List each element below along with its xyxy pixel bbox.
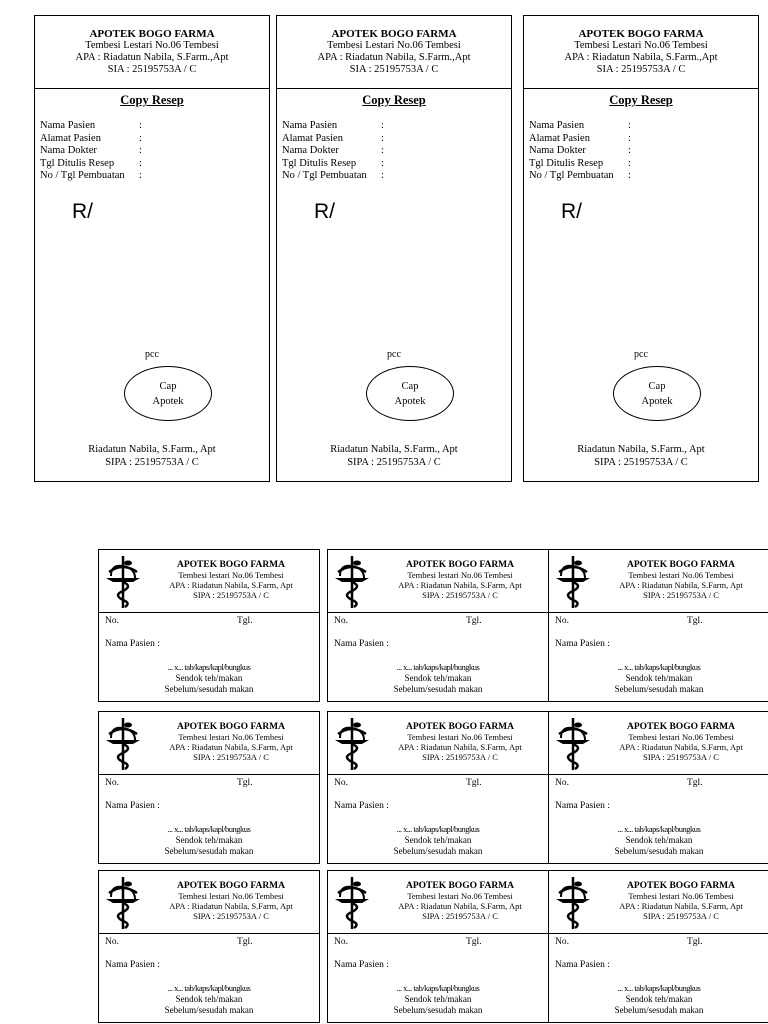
dosage-line: ... x... tab/kaps/kapl/bungkus (396, 983, 480, 993)
tgl-label: Tgl. (466, 937, 482, 947)
cap-line: Apotek (394, 395, 426, 407)
dosage-instructions (99, 824, 319, 857)
etiket-header-text (145, 560, 317, 600)
apotek-name: APOTEK BOGO FARMA (331, 28, 457, 40)
signer-name: Riadatun Nabila, S.Farm., Apt (88, 444, 216, 455)
apotek-apa: APA : Riadatun Nabila, S.Farm, Apt (619, 901, 743, 911)
dosage-instructions (328, 983, 548, 1016)
field-row (529, 132, 631, 146)
apotek-address: Tembesi lestari No.06 Tembesi (628, 570, 734, 580)
dosage-line: Sebelum/sesudah makan (614, 846, 704, 856)
apotek-address: Tembesi lestari No.06 Tembesi (178, 570, 284, 580)
etiket-header-text (145, 722, 317, 762)
tgl-label: Tgl. (687, 778, 703, 788)
field-colon: : (139, 157, 142, 169)
apotek-apa: APA : Riadatun Nabila, S.Farm, Apt (619, 742, 743, 752)
apotek-sipa: SIPA : 25195753A / C (422, 752, 498, 762)
apotek-address: Tembesi Lestari No.06 Tembesi (85, 40, 219, 51)
resep-title: Copy Resep (120, 93, 184, 107)
etiket-label (548, 870, 768, 1023)
no-label: No. (105, 778, 119, 788)
apotek-address: Tembesi lestari No.06 Tembesi (407, 570, 513, 580)
apotek-sipa: SIPA : 25195753A / C (193, 911, 269, 921)
caduceus-icon (553, 875, 593, 931)
apotek-name: APOTEK BOGO FARMA (626, 881, 736, 891)
rx-symbol: R/ (314, 200, 335, 223)
etiket-header-text (145, 881, 317, 921)
field-colon: : (628, 157, 631, 169)
dosage-line: Sendok teh/makan (175, 673, 243, 683)
apotek-address: Tembesi lestari No.06 Tembesi (407, 891, 513, 901)
field-colon: : (628, 132, 631, 144)
field-label: Nama Dokter (529, 145, 586, 156)
field-row (40, 132, 142, 146)
apotek-address: Tembesi lestari No.06 Tembesi (628, 891, 734, 901)
dosage-instructions (549, 662, 768, 695)
etiket-label (327, 549, 549, 702)
pcc-label: pcc (387, 349, 401, 360)
dosage-instructions (328, 662, 548, 695)
apotek-apa: APA : Riadatun Nabila, S.Farm, Apt (169, 901, 293, 911)
field-row (282, 170, 384, 183)
dosage-line: Sendok teh/makan (625, 673, 693, 683)
signer-name: Riadatun Nabila, S.Farm., Apt (330, 444, 458, 455)
field-row (282, 132, 384, 146)
field-row (529, 120, 631, 133)
apotek-name: APOTEK BOGO FARMA (405, 881, 515, 891)
pcc-label: pcc (145, 349, 159, 360)
signer-name: Riadatun Nabila, S.Farm., Apt (577, 444, 705, 455)
caduceus-icon (553, 716, 593, 772)
nama-pasien-label: Nama Pasien : (555, 960, 610, 970)
apotek-name: APOTEK BOGO FARMA (176, 881, 286, 891)
dosage-line: ... x... tab/kaps/kapl/bungkus (167, 983, 251, 993)
apotek-apa: APA : Riadatun Nabila, S.Farm.,Apt (564, 52, 718, 63)
no-label: No. (105, 616, 119, 626)
cap-line: Apotek (641, 395, 673, 407)
dosage-line: Sebelum/sesudah makan (164, 846, 254, 856)
etiket-header (549, 871, 768, 934)
etiket-header-text (595, 722, 767, 762)
caduceus-icon (103, 875, 143, 931)
apotek-apa: APA : Riadatun Nabila, S.Farm, Apt (398, 580, 522, 590)
dosage-line: ... x... tab/kaps/kapl/bungkus (617, 662, 701, 672)
signer-sipa: SIPA : 25195753A / C (594, 457, 688, 468)
apotek-name: APOTEK BOGO FARMA (626, 722, 736, 732)
nama-pasien-label: Nama Pasien : (105, 639, 160, 649)
tgl-label: Tgl. (466, 778, 482, 788)
tgl-label: Tgl. (237, 616, 253, 626)
apotek-address: Tembesi lestari No.06 Tembesi (178, 891, 284, 901)
dosage-instructions (99, 662, 319, 695)
etiket-header (549, 550, 768, 613)
no-label: No. (334, 778, 348, 788)
dosage-line: ... x... tab/kaps/kapl/bungkus (396, 662, 480, 672)
tgl-label: Tgl. (466, 616, 482, 626)
etiket-header (549, 712, 768, 775)
copy-resep-card (276, 15, 512, 482)
etiket-header-text (374, 722, 546, 762)
dosage-instructions (549, 824, 768, 857)
no-label: No. (555, 616, 569, 626)
field-label: Tgl Ditulis Resep (529, 157, 604, 169)
dosage-line: Sebelum/sesudah makan (393, 684, 483, 694)
apotek-apa: APA : Riadatun Nabila, S.Farm, Apt (398, 742, 522, 752)
field-label: Alamat Pasien (529, 132, 590, 144)
apotek-apa: APA : Riadatun Nabila, S.Farm.,Apt (317, 52, 471, 63)
resep-fields (529, 120, 631, 183)
dosage-line: Sendok teh/makan (175, 835, 243, 845)
cap-apotek-stamp (124, 366, 212, 421)
apotek-address: Tembesi lestari No.06 Tembesi (178, 732, 284, 742)
resep-header (524, 16, 758, 89)
etiket-label (98, 711, 320, 864)
dosage-instructions (328, 824, 548, 857)
apotek-name: APOTEK BOGO FARMA (176, 722, 286, 732)
cap-line: Cap (401, 380, 419, 392)
caduceus-icon (332, 554, 372, 610)
tgl-label: Tgl. (687, 616, 703, 626)
etiket-header-text (374, 881, 546, 921)
nama-pasien-label: Nama Pasien : (334, 801, 389, 811)
field-row (40, 145, 142, 158)
field-label: No / Tgl Pembuatan (529, 170, 614, 181)
dosage-line: Sebelum/sesudah makan (164, 684, 254, 694)
field-label: Nama Dokter (40, 145, 97, 156)
apotek-address: Tembesi Lestari No.06 Tembesi (574, 40, 708, 51)
apotek-name: APOTEK BOGO FARMA (626, 560, 736, 570)
field-colon: : (381, 132, 384, 144)
field-label: Nama Pasien (40, 120, 96, 131)
resep-fields (40, 120, 142, 183)
resep-title: Copy Resep (362, 93, 426, 107)
dosage-line: Sebelum/sesudah makan (164, 1005, 254, 1015)
tgl-label: Tgl. (687, 937, 703, 947)
field-colon: : (381, 157, 384, 169)
apotek-sipa: SIPA : 25195753A / C (643, 752, 719, 762)
pcc-label: pcc (634, 349, 648, 360)
etiket-header (328, 871, 548, 934)
apotek-sipa: SIPA : 25195753A / C (193, 752, 269, 762)
apotek-apa: APA : Riadatun Nabila, S.Farm, Apt (619, 580, 743, 590)
dosage-instructions (549, 983, 768, 1016)
nama-pasien-label: Nama Pasien : (555, 801, 610, 811)
cap-line: Apotek (152, 395, 184, 407)
field-label: Nama Dokter (282, 145, 339, 156)
field-colon: : (628, 170, 631, 181)
field-row (40, 170, 142, 183)
etiket-header-text (374, 560, 546, 600)
cap-apotek-stamp (613, 366, 701, 421)
field-label: Alamat Pasien (40, 132, 101, 144)
dosage-line: Sebelum/sesudah makan (393, 1005, 483, 1015)
apotek-name: APOTEK BOGO FARMA (89, 28, 215, 40)
copy-resep-card (523, 15, 759, 482)
apotek-name: APOTEK BOGO FARMA (176, 560, 286, 570)
apotek-sipa: SIPA : 25195753A / C (193, 590, 269, 600)
rx-symbol: R/ (561, 200, 582, 223)
dosage-line: ... x... tab/kaps/kapl/bungkus (167, 662, 251, 672)
cap-apotek-stamp (366, 366, 454, 421)
etiket-header (99, 871, 319, 934)
tgl-label: Tgl. (237, 778, 253, 788)
apotek-apa: APA : Riadatun Nabila, S.Farm.,Apt (75, 52, 229, 63)
apotek-apa: APA : Riadatun Nabila, S.Farm, Apt (398, 901, 522, 911)
signer-sipa: SIPA : 25195753A / C (347, 457, 441, 468)
no-label: No. (334, 616, 348, 626)
etiket-label (548, 549, 768, 702)
etiket-header (99, 712, 319, 775)
nama-pasien-label: Nama Pasien : (334, 639, 389, 649)
etiket-label (327, 870, 549, 1023)
field-label: No / Tgl Pembuatan (282, 170, 367, 181)
apotek-apa: APA : Riadatun Nabila, S.Farm, Apt (169, 742, 293, 752)
etiket-label (98, 870, 320, 1023)
apotek-sia: SIA : 25195753A / C (107, 64, 197, 75)
dosage-line: Sendok teh/makan (404, 835, 472, 845)
apotek-sia: SIA : 25195753A / C (596, 64, 686, 75)
dosage-line: Sebelum/sesudah makan (393, 846, 483, 856)
field-row (529, 170, 631, 183)
field-colon: : (381, 145, 384, 156)
etiket-header-text (595, 881, 767, 921)
field-label: Tgl Ditulis Resep (40, 157, 115, 169)
field-label: Nama Pasien (529, 120, 585, 131)
dosage-line: ... x... tab/kaps/kapl/bungkus (396, 824, 480, 834)
field-label: Alamat Pasien (282, 132, 343, 144)
field-row (529, 157, 631, 171)
no-label: No. (334, 937, 348, 947)
field-colon: : (139, 120, 142, 131)
field-colon: : (139, 132, 142, 144)
dosage-line: Sebelum/sesudah makan (614, 684, 704, 694)
apotek-address: Tembesi lestari No.06 Tembesi (628, 732, 734, 742)
apotek-sipa: SIPA : 25195753A / C (422, 911, 498, 921)
caduceus-icon (103, 716, 143, 772)
etiket-label (98, 549, 320, 702)
apotek-apa: APA : Riadatun Nabila, S.Farm, Apt (169, 580, 293, 590)
no-label: No. (555, 937, 569, 947)
etiket-header (328, 712, 548, 775)
field-label: Nama Pasien (282, 120, 338, 131)
caduceus-icon (332, 716, 372, 772)
field-label: No / Tgl Pembuatan (40, 170, 125, 181)
signature-block (35, 443, 269, 469)
etiket-header (328, 550, 548, 613)
dosage-line: Sendok teh/makan (625, 994, 693, 1004)
field-row (529, 145, 631, 158)
field-colon: : (381, 170, 384, 181)
etiket-label (327, 711, 549, 864)
caduceus-icon (103, 554, 143, 610)
dosage-line: ... x... tab/kaps/kapl/bungkus (617, 983, 701, 993)
apotek-name: APOTEK BOGO FARMA (578, 28, 704, 40)
resep-fields (282, 120, 384, 183)
field-colon: : (139, 145, 142, 156)
dosage-line: Sendok teh/makan (404, 994, 472, 1004)
cap-line: Cap (159, 380, 177, 392)
copy-resep-card (34, 15, 270, 482)
etiket-header (99, 550, 319, 613)
field-row (40, 120, 142, 133)
apotek-sipa: SIPA : 25195753A / C (643, 590, 719, 600)
etiket-label (548, 711, 768, 864)
no-label: No. (105, 937, 119, 947)
signature-block (524, 443, 758, 469)
dosage-line: Sendok teh/makan (404, 673, 472, 683)
field-colon: : (628, 120, 631, 131)
caduceus-icon (553, 554, 593, 610)
etiket-header-text (595, 560, 767, 600)
apotek-sia: SIA : 25195753A / C (349, 64, 439, 75)
resep-header (35, 16, 269, 89)
caduceus-icon (332, 875, 372, 931)
apotek-address: Tembesi Lestari No.06 Tembesi (327, 40, 461, 51)
dosage-line: Sendok teh/makan (625, 835, 693, 845)
field-colon: : (139, 170, 142, 181)
rx-symbol: R/ (72, 200, 93, 223)
nama-pasien-label: Nama Pasien : (105, 801, 160, 811)
resep-header (277, 16, 511, 89)
apotek-name: APOTEK BOGO FARMA (405, 722, 515, 732)
apotek-sipa: SIPA : 25195753A / C (422, 590, 498, 600)
signer-sipa: SIPA : 25195753A / C (105, 457, 199, 468)
field-label: Tgl Ditulis Resep (282, 157, 357, 169)
nama-pasien-label: Nama Pasien : (555, 639, 610, 649)
field-row (282, 120, 384, 133)
dosage-line: ... x... tab/kaps/kapl/bungkus (167, 824, 251, 834)
field-row (282, 157, 384, 171)
field-colon: : (628, 145, 631, 156)
no-label: No. (555, 778, 569, 788)
dosage-instructions (99, 983, 319, 1016)
dosage-line: Sendok teh/makan (175, 994, 243, 1004)
cap-line: Cap (648, 380, 666, 392)
apotek-name: APOTEK BOGO FARMA (405, 560, 515, 570)
field-colon: : (381, 120, 384, 131)
resep-title: Copy Resep (609, 93, 673, 107)
signature-block (277, 443, 511, 469)
apotek-sipa: SIPA : 25195753A / C (643, 911, 719, 921)
field-row (40, 157, 142, 171)
dosage-line: Sebelum/sesudah makan (614, 1005, 704, 1015)
tgl-label: Tgl. (237, 937, 253, 947)
nama-pasien-label: Nama Pasien : (105, 960, 160, 970)
apotek-address: Tembesi lestari No.06 Tembesi (407, 732, 513, 742)
dosage-line: ... x... tab/kaps/kapl/bungkus (617, 824, 701, 834)
nama-pasien-label: Nama Pasien : (334, 960, 389, 970)
field-row (282, 145, 384, 158)
